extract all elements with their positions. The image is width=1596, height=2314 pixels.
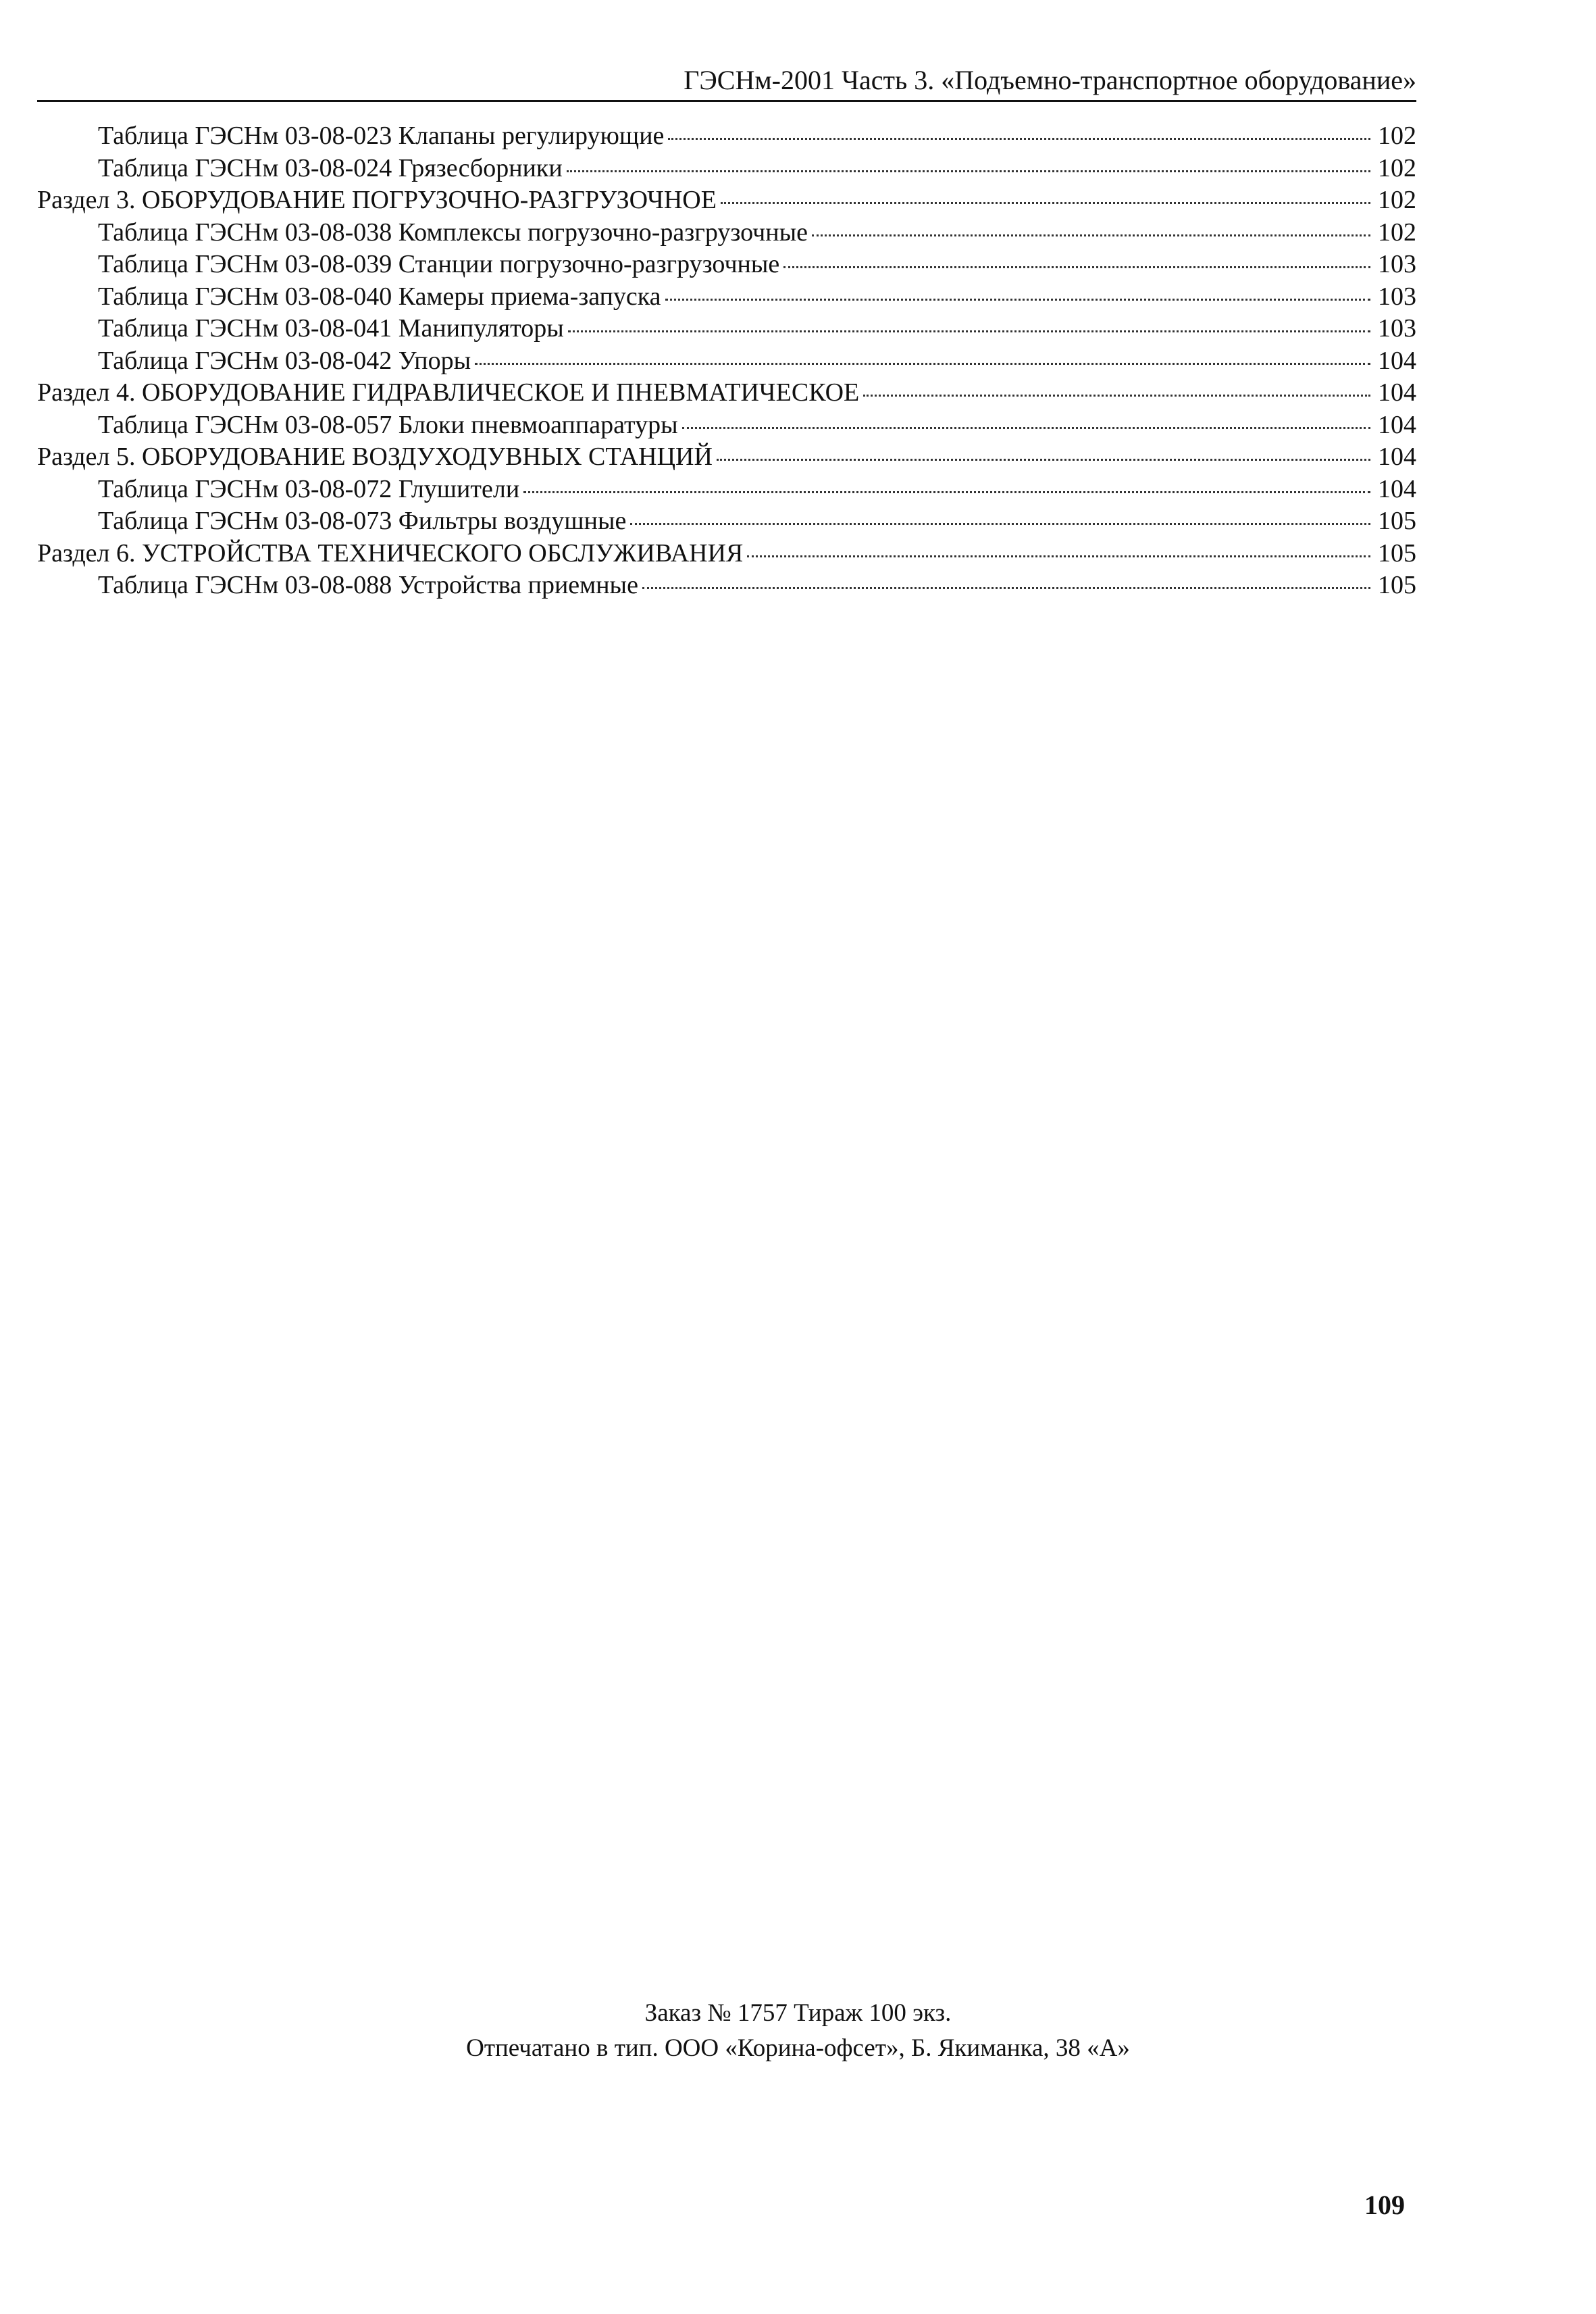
dot-leader xyxy=(717,459,1370,461)
toc-entry[interactable] xyxy=(37,409,1416,442)
toc-entry-page: 105 xyxy=(1378,571,1416,599)
dot-leader xyxy=(567,170,1370,172)
toc-entry-title: Таблица ГЭСНм 03-08-039 Станции погрузочно-разгрузочные xyxy=(98,250,780,278)
toc-entry-title: Таблица ГЭСНм 03-08-041 Манипуляторы xyxy=(98,314,564,343)
toc-entry-title: Таблица ГЭСНм 03-08-057 Блоки пневмоаппаратуры xyxy=(98,410,678,439)
dot-leader xyxy=(721,202,1370,204)
toc-entry-title: Таблица ГЭСНм 03-08-023 Клапаны регулирующие xyxy=(98,122,665,150)
running-header xyxy=(37,59,1416,102)
toc-entry-page: 103 xyxy=(1378,314,1416,343)
dot-leader xyxy=(523,491,1370,493)
toc-entry[interactable] xyxy=(37,505,1416,538)
toc-entry-page: 103 xyxy=(1378,282,1416,311)
toc-entry-page: 102 xyxy=(1378,153,1416,182)
toc-entry-page: 104 xyxy=(1378,346,1416,375)
toc-entry[interactable] xyxy=(37,538,1416,570)
toc-entry-page: 104 xyxy=(1378,443,1416,471)
toc-entry-title: Таблица ГЭСНм 03-08-040 Камеры приема-запуска xyxy=(98,282,661,311)
toc-entry-page: 104 xyxy=(1378,410,1416,439)
toc-entry-page: 105 xyxy=(1378,538,1416,568)
dot-leader xyxy=(812,234,1370,236)
toc-entry-title: Раздел 5. ОБОРУДОВАНИЕ ВОЗДУХОДУВНЫХ СТАНЦИЙ xyxy=(37,443,713,471)
dot-leader xyxy=(747,555,1370,557)
toc-entry-page: 104 xyxy=(1378,378,1416,407)
toc-entry-page: 102 xyxy=(1378,186,1416,214)
dot-leader xyxy=(630,523,1370,525)
dot-leader xyxy=(863,395,1370,397)
toc-entry-title: Раздел 4. ОБОРУДОВАНИЕ ГИДРАВЛИЧЕСКОЕ И ПНЕВМАТИЧЕСКОЕ xyxy=(37,378,860,407)
toc-entry[interactable] xyxy=(37,313,1416,345)
toc-entry-title: Таблица ГЭСНм 03-08-038 Комплексы погрузочно-разгрузочные xyxy=(98,218,808,247)
toc-entry[interactable] xyxy=(37,441,1416,474)
toc-entry-title: Раздел 6. УСТРОЙСТВА ТЕХНИЧЕСКОГО ОБСЛУЖИВАНИЯ xyxy=(37,538,744,568)
dot-leader xyxy=(475,363,1370,365)
dot-leader xyxy=(665,299,1370,301)
toc-entry[interactable] xyxy=(37,249,1416,281)
toc-entry-title: Таблица ГЭСНм 03-08-088 Устройства приемные xyxy=(98,571,638,599)
toc-entry[interactable] xyxy=(37,184,1416,217)
toc-entry-page: 105 xyxy=(1378,507,1416,535)
imprint-order-line: Заказ № 1757 Тираж 100 экз. xyxy=(644,1999,952,2027)
toc-entry[interactable] xyxy=(37,120,1416,153)
dot-leader xyxy=(568,330,1370,332)
toc-entry-page: 102 xyxy=(1378,122,1416,150)
toc-entry[interactable] xyxy=(37,345,1416,378)
dot-leader xyxy=(783,266,1370,268)
dot-leader xyxy=(642,587,1370,589)
toc-entry-title: Таблица ГЭСНм 03-08-073 Фильтры воздушные xyxy=(98,507,627,535)
toc-entry-title: Таблица ГЭСНм 03-08-072 Глушители xyxy=(98,474,520,503)
imprint-printer-line: Отпечатано в тип. ООО «Корина-офсет», Б. Якиманка, 38 «А» xyxy=(466,2034,1130,2062)
toc-entry-page: 103 xyxy=(1378,250,1416,278)
toc-entry-title: Таблица ГЭСНм 03-08-024 Грязесборники xyxy=(98,153,563,182)
toc-entry-page: 104 xyxy=(1378,474,1416,503)
toc-entry[interactable] xyxy=(37,377,1416,409)
toc-entry-title: Раздел 3. ОБОРУДОВАНИЕ ПОГРУЗОЧНО-РАЗГРУЗОЧНОЕ xyxy=(37,186,717,214)
toc-entry-page: 102 xyxy=(1378,218,1416,247)
dot-leader xyxy=(668,138,1370,140)
toc-entry[interactable] xyxy=(37,474,1416,506)
toc-entry[interactable] xyxy=(37,570,1416,602)
toc-entry[interactable] xyxy=(37,153,1416,185)
page-number: 109 xyxy=(1364,2190,1405,2220)
toc-entry-title: Таблица ГЭСНм 03-08-042 Упоры xyxy=(98,346,471,375)
running-title: ГЭСНм-2001 Часть 3. «Подъемно-транспортное оборудование» xyxy=(684,65,1416,95)
toc-entry[interactable] xyxy=(37,281,1416,313)
table-of-contents xyxy=(37,120,1416,602)
toc-entry[interactable] xyxy=(37,217,1416,249)
dot-leader xyxy=(682,427,1370,429)
